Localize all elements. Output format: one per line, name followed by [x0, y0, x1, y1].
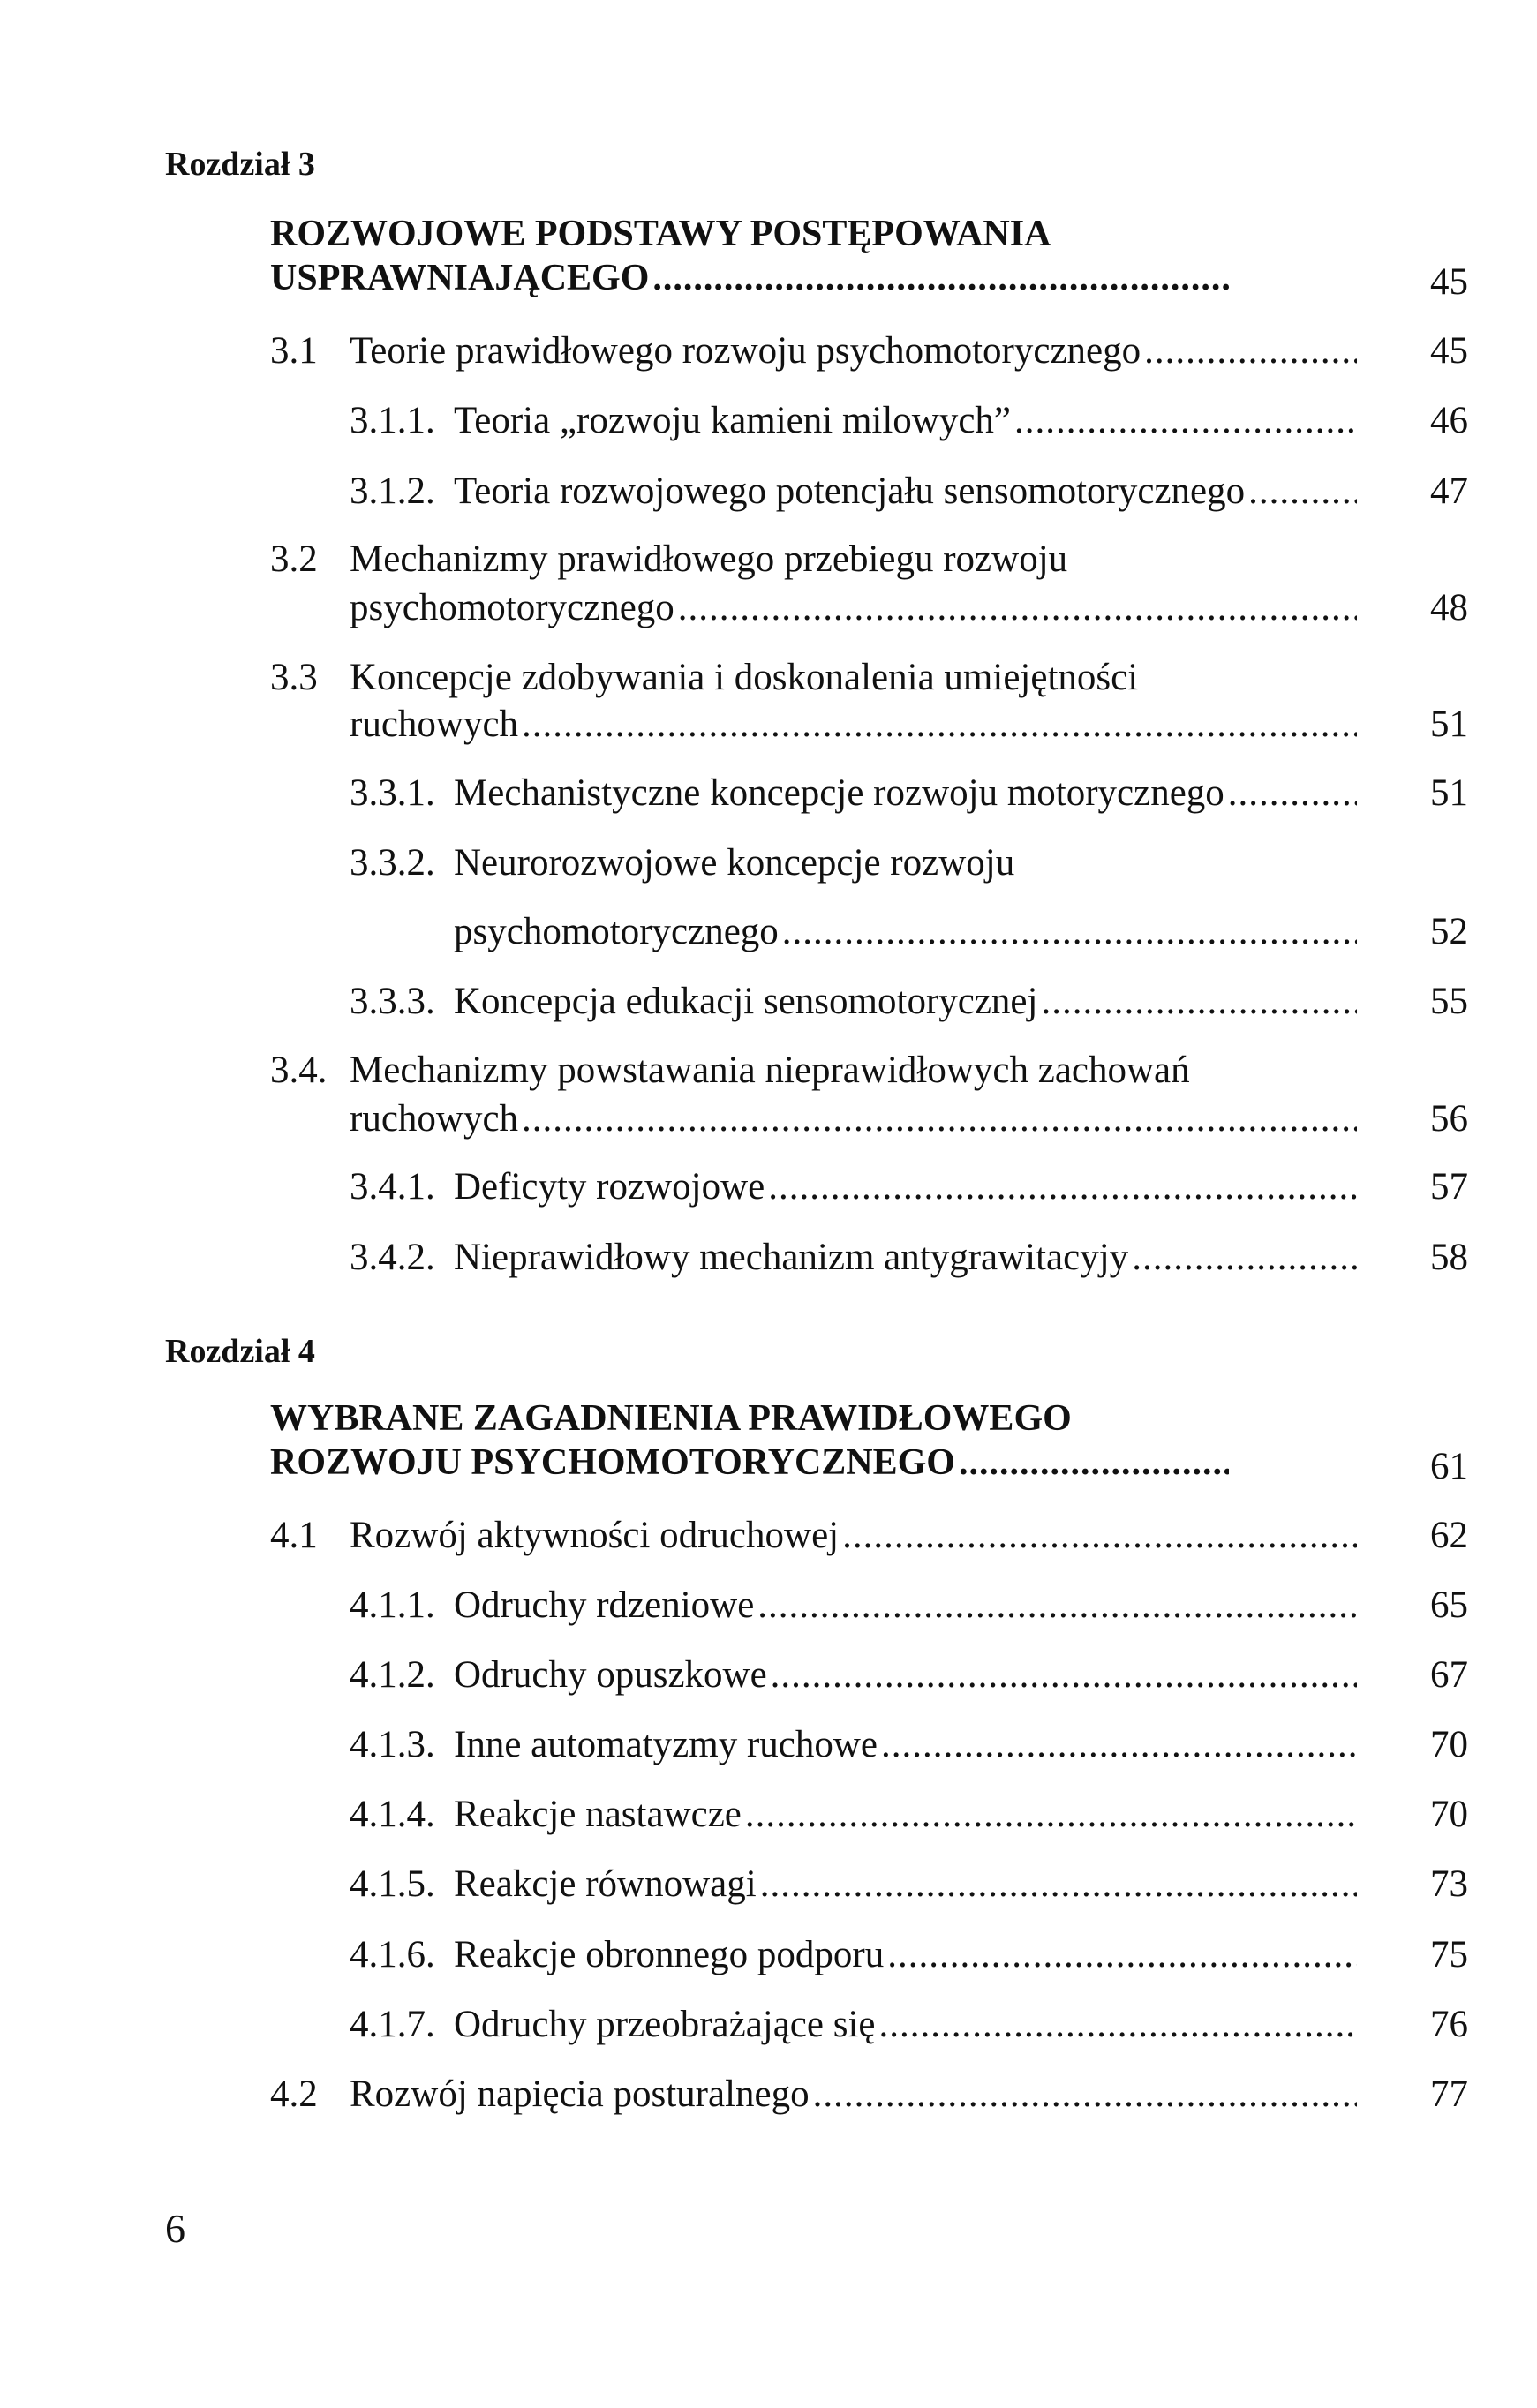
chapter-title-line2: ROZWOJU PSYCHOMOTORYCZNEGO [270, 1442, 955, 1483]
page-number: 45 [1430, 261, 1468, 303]
entry-number: 4.1.7. [350, 2004, 435, 2045]
dot-leader [1041, 980, 1357, 1024]
toc-entry[interactable] [350, 1584, 1360, 1628]
page-number: 46 [1430, 400, 1468, 441]
entry-text-line1: Mechanizmy powstawania nieprawidłowych zachowań [350, 1050, 1190, 1091]
toc-entry[interactable] [350, 2003, 1360, 2047]
dot-leader [522, 1097, 1357, 1141]
entry-text: Odruchy opuszkowe [454, 1654, 767, 1696]
page-number: 73 [1430, 1863, 1468, 1905]
page-number: 77 [1430, 2073, 1468, 2115]
page-number: 58 [1430, 1237, 1468, 1278]
toc-entry[interactable] [350, 1653, 1360, 1697]
entry-number: 4.1.3. [350, 1724, 435, 1765]
page-number: 51 [1430, 704, 1468, 745]
page-number: 75 [1430, 1934, 1468, 1975]
dot-leader [959, 1441, 1229, 1485]
page-number: 76 [1430, 2004, 1468, 2045]
chapter-title[interactable] [270, 1396, 1360, 1485]
page-number: 61 [1430, 1446, 1468, 1487]
toc-entry[interactable] [350, 771, 1360, 816]
page-number: 57 [1430, 1166, 1468, 1208]
dot-leader [678, 586, 1357, 630]
entry-number: 3.1 [270, 330, 318, 372]
dot-leader [652, 256, 1229, 300]
entry-number: 3.4.2. [350, 1237, 435, 1278]
dot-leader [1144, 329, 1357, 373]
page-folio: 6 [165, 2206, 185, 2251]
page-number: 52 [1430, 911, 1468, 952]
toc-entry[interactable] [270, 1049, 1360, 1093]
entry-text: Deficyty rozwojowe [454, 1166, 765, 1208]
entry-number: 3.3 [270, 657, 318, 698]
page-number: 47 [1430, 470, 1468, 512]
dot-leader [768, 1165, 1357, 1209]
entry-number: 3.4. [270, 1050, 328, 1091]
entry-number: 3.3.2. [350, 842, 435, 884]
chapter-title-line1: WYBRANE ZAGADNIENIA PRAWIDŁOWEGO [270, 1398, 1072, 1439]
entry-text: Odruchy przeobrażające się [454, 2004, 876, 2045]
toc-entry[interactable] [350, 1793, 1360, 1837]
chapter-title-line1: ROZWOJOWE PODSTAWY POSTĘPOWANIA [270, 214, 1051, 254]
entry-text: Teoria rozwojowego potencjału sensomotorycznego [454, 470, 1246, 512]
dot-leader [782, 910, 1357, 954]
entry-text-line2: psychomotorycznego [350, 587, 674, 628]
page-number: 45 [1430, 330, 1468, 372]
page-number: 56 [1430, 1098, 1468, 1140]
entry-number: 3.1.1. [350, 400, 435, 441]
entry-text: Mechanistyczne koncepcje rozwoju motorycznego [454, 772, 1224, 814]
toc-entry[interactable] [350, 470, 1360, 514]
page-number: 48 [1430, 587, 1468, 628]
page-number: 67 [1430, 1654, 1468, 1696]
entry-text: Inne automatyzmy ruchowe [454, 1724, 878, 1765]
dot-leader [745, 1793, 1357, 1837]
entry-text: Teorie prawidłowego rozwoju psychomotorycznego [350, 330, 1141, 372]
dot-leader [813, 2073, 1357, 2117]
page-number: 62 [1430, 1515, 1468, 1556]
entry-text-line1: Neurorozwojowe koncepcje rozwoju [454, 842, 1015, 884]
toc-entry-continuation[interactable] [350, 1097, 1360, 1141]
page-number: 55 [1430, 981, 1468, 1022]
entry-number: 4.1.5. [350, 1863, 435, 1905]
entry-number: 3.1.2. [350, 470, 435, 512]
toc-entry-continuation[interactable] [350, 703, 1360, 747]
dot-leader [760, 1862, 1357, 1907]
toc-entry[interactable] [270, 1514, 1360, 1558]
dot-leader [1132, 1236, 1357, 1280]
page-number: 70 [1430, 1724, 1468, 1765]
entry-number: 4.2 [270, 2073, 318, 2115]
dot-leader [1228, 771, 1357, 816]
entry-text: Rozwój aktywności odruchowej [350, 1515, 840, 1556]
entry-text: Reakcje równowagi [454, 1863, 757, 1905]
entry-number: 3.3.1. [350, 772, 435, 814]
entry-number: 4.1 [270, 1515, 318, 1556]
toc-entry-continuation[interactable] [454, 910, 1360, 954]
toc-entry[interactable] [350, 1236, 1360, 1280]
dot-leader [1014, 399, 1357, 443]
toc-entry[interactable] [350, 980, 1360, 1024]
entry-text: Teoria „rozwoju kamieni milowych” [454, 400, 1012, 441]
dot-leader [757, 1584, 1357, 1628]
toc-entry[interactable] [270, 656, 1360, 700]
entry-number: 4.1.4. [350, 1794, 435, 1835]
toc-entry[interactable] [350, 399, 1360, 443]
dot-leader [1248, 470, 1357, 514]
toc-entry[interactable] [270, 538, 1360, 582]
toc-entry[interactable] [350, 1165, 1360, 1209]
chapter-title[interactable] [270, 212, 1360, 300]
entry-text-line2: psychomotorycznego [454, 911, 779, 952]
toc-entry[interactable] [350, 1723, 1360, 1767]
entry-number: 4.1.6. [350, 1934, 435, 1975]
dot-leader [887, 1933, 1357, 1977]
entry-number: 3.3.3. [350, 981, 435, 1022]
entry-text-line1: Koncepcje zdobywania i doskonalenia umiejętności [350, 657, 1139, 698]
toc-entry[interactable] [270, 329, 1360, 373]
page-number: 70 [1430, 1794, 1468, 1835]
dot-leader [879, 2003, 1358, 2047]
entry-text-line2: ruchowych [350, 704, 519, 745]
toc-entry[interactable] [350, 1862, 1360, 1907]
entry-text: Nieprawidłowy mechanizm antygrawitacyjy [454, 1237, 1129, 1278]
page-number: 51 [1430, 772, 1468, 814]
dot-leader [771, 1653, 1357, 1697]
dot-leader [881, 1723, 1357, 1767]
entry-text: Odruchy rdzeniowe [454, 1584, 755, 1626]
entry-text: Reakcje nastawcze [454, 1794, 742, 1835]
entry-text: Reakcje obronnego podporu [454, 1934, 885, 1975]
entry-number: 4.1.1. [350, 1584, 435, 1626]
entry-number: 3.2 [270, 538, 318, 580]
entry-text: Koncepcja edukacji sensomotorycznej [454, 981, 1038, 1022]
page-number: 65 [1430, 1584, 1468, 1626]
entry-text-line1: Mechanizmy prawidłowego przebiegu rozwoju [350, 538, 1068, 580]
toc-entry-continuation[interactable] [350, 586, 1360, 630]
toc-entry[interactable] [350, 841, 1360, 885]
chapter-title-line2: USPRAWNIAJĄCEGO [270, 258, 650, 298]
chapter-label: Rozdział 4 [165, 1333, 315, 1370]
chapter-label: Rozdział 3 [165, 146, 315, 183]
toc-entry[interactable] [350, 1933, 1360, 1977]
entry-number: 4.1.2. [350, 1654, 435, 1696]
entry-text-line2: ruchowych [350, 1098, 519, 1140]
toc-entry[interactable] [270, 2073, 1360, 2117]
entry-text: Rozwój napięcia posturalnego [350, 2073, 810, 2115]
entry-number: 3.4.1. [350, 1166, 435, 1208]
dot-leader [842, 1514, 1357, 1558]
dot-leader [522, 703, 1357, 747]
